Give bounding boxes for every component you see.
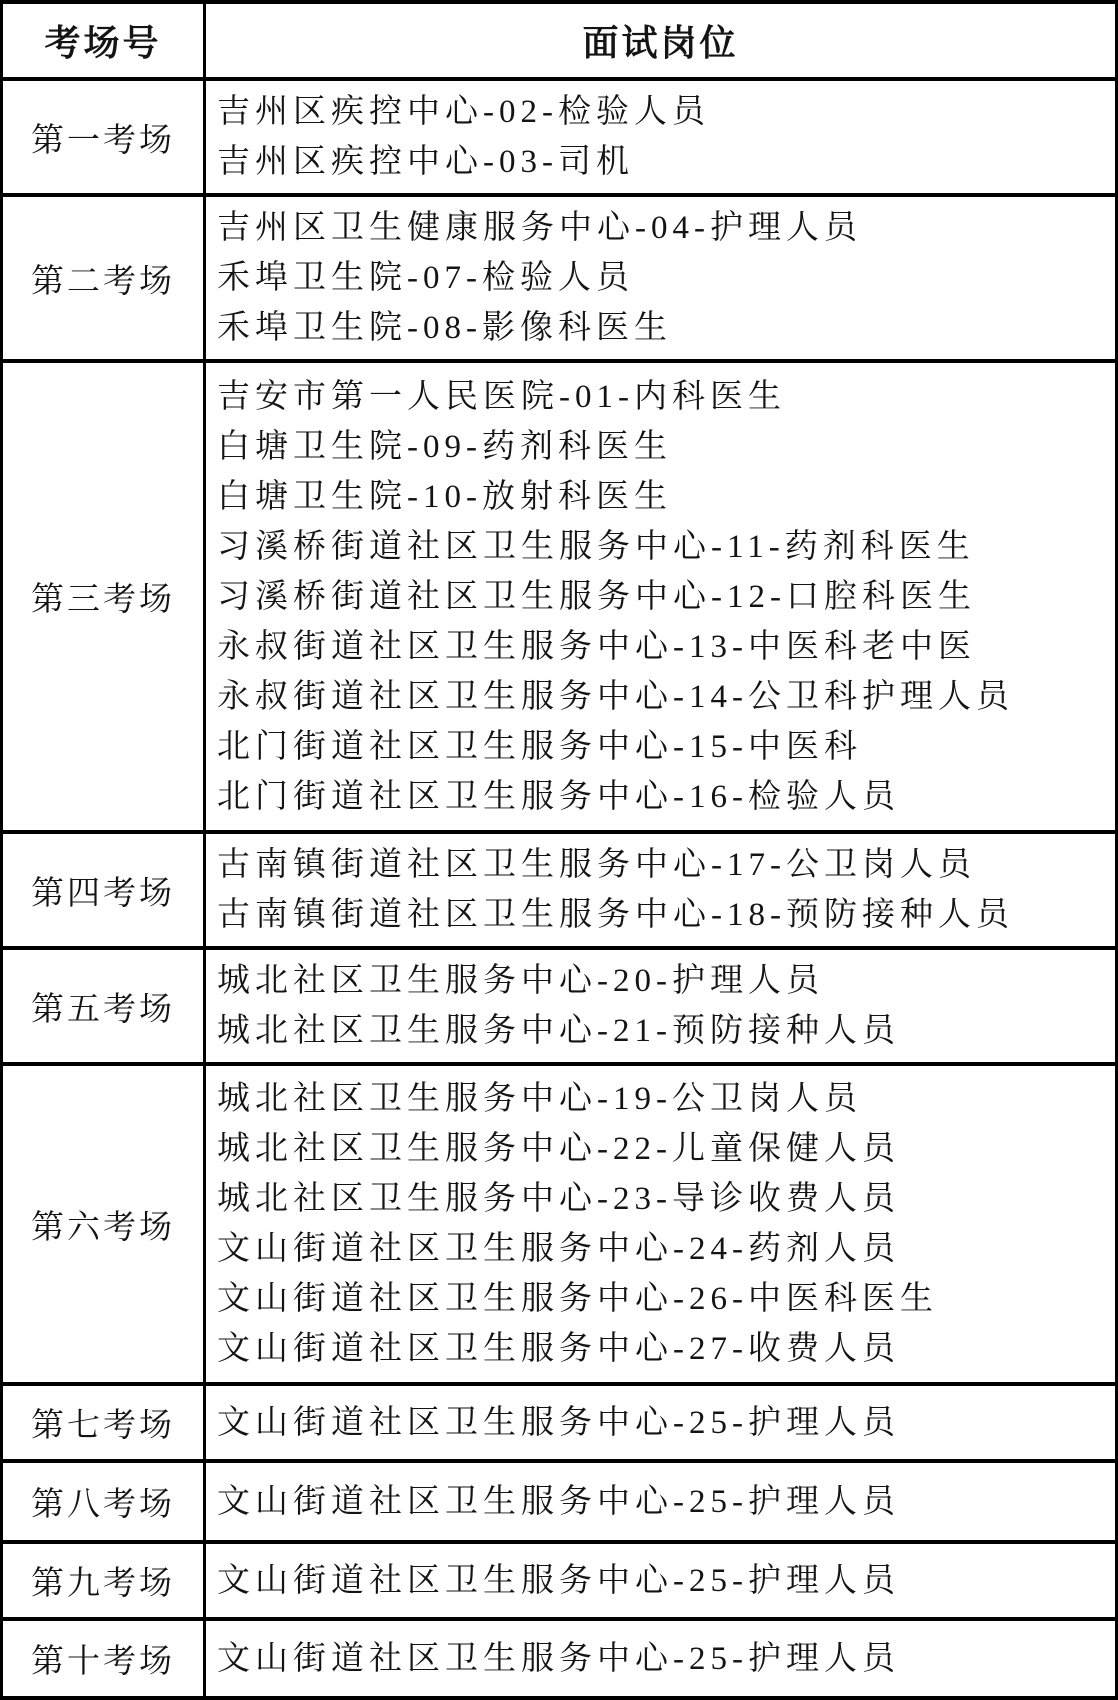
positions-cell <box>205 195 1117 361</box>
exam-room-cell: 第七考场 <box>2 1384 205 1461</box>
exam-room-cell: 第五考场 <box>2 948 205 1064</box>
positions-cell <box>205 1461 1117 1542</box>
position-line: 城北社区卫生服务中心-20-护理人员 <box>217 963 824 999</box>
position-line: 城北社区卫生服务中心-22-儿童保健人员 <box>217 1131 900 1167</box>
table-row <box>2 1064 1117 1384</box>
position-line: 文山街道社区卫生服务中心-25-护理人员 <box>217 1562 900 1599</box>
position-line: 白塘卫生院-10-放射科医生 <box>217 478 672 515</box>
header-row <box>2 2 1117 79</box>
exam-room-cell: 第四考场 <box>2 832 205 948</box>
table-row <box>2 1619 1117 1698</box>
exam-room-cell: 第一考场 <box>2 79 205 195</box>
table-row <box>2 832 1117 948</box>
position-line: 吉安市第一人民医院-01-内科医生 <box>217 378 786 415</box>
position-line: 北门街道社区卫生服务中心-15-中医科 <box>217 728 862 765</box>
positions-cell <box>205 1064 1117 1384</box>
position-line: 文山街道社区卫生服务中心-24-药剂人员 <box>217 1231 900 1267</box>
table-row <box>2 361 1117 832</box>
exam-room-cell: 第九考场 <box>2 1542 205 1619</box>
header-exam-room-number: 考场号 <box>2 2 205 79</box>
exam-room-cell: 第八考场 <box>2 1461 205 1542</box>
positions-cell <box>205 1542 1117 1619</box>
positions-cell <box>205 948 1117 1064</box>
position-line: 文山街道社区卫生服务中心-26-中医科医生 <box>217 1281 938 1317</box>
table-row <box>2 1542 1117 1619</box>
exam-room-cell: 第六考场 <box>2 1064 205 1384</box>
position-line: 吉州区疾控中心-03-司机 <box>217 144 634 180</box>
table-row <box>2 195 1117 361</box>
position-line: 习溪桥街道社区卫生服务中心-12-口腔科医生 <box>217 578 976 615</box>
table-body <box>2 79 1117 1698</box>
position-line: 文山街道社区卫生服务中心-25-护理人员 <box>217 1404 900 1441</box>
position-line: 城北社区卫生服务中心-21-预防接种人员 <box>217 1013 900 1049</box>
position-line: 文山街道社区卫生服务中心-27-收费人员 <box>217 1331 900 1367</box>
position-line: 文山街道社区卫生服务中心-25-护理人员 <box>217 1640 900 1677</box>
exam-room-cell: 第十考场 <box>2 1619 205 1698</box>
positions-cell <box>205 361 1117 832</box>
positions-cell <box>205 832 1117 948</box>
position-line: 永叔街道社区卫生服务中心-13-中医科老中医 <box>217 628 976 665</box>
position-line: 禾埠卫生院-07-检验人员 <box>217 260 634 296</box>
exam-room-cell: 第三考场 <box>2 361 205 832</box>
header-interview-position: 面试岗位 <box>205 2 1117 79</box>
positions-cell <box>205 79 1117 195</box>
table-row <box>2 1384 1117 1461</box>
table-row <box>2 1461 1117 1542</box>
position-line: 古南镇街道社区卫生服务中心-17-公卫岗人员 <box>217 847 976 883</box>
position-line: 吉州区疾控中心-02-检验人员 <box>217 94 710 130</box>
position-line: 城北社区卫生服务中心-19-公卫岗人员 <box>217 1081 862 1117</box>
position-line: 吉州区卫生健康服务中心-04-护理人员 <box>217 210 862 246</box>
position-line: 永叔街道社区卫生服务中心-14-公卫科护理人员 <box>217 678 1014 715</box>
table-header <box>2 2 1117 79</box>
position-line: 禾埠卫生院-08-影像科医生 <box>217 310 672 346</box>
position-line: 习溪桥街道社区卫生服务中心-11-药剂科医生 <box>217 528 975 565</box>
table-row <box>2 79 1117 195</box>
position-line: 北门街道社区卫生服务中心-16-检验人员 <box>217 778 900 815</box>
table-row <box>2 948 1117 1064</box>
exam-room-cell: 第二考场 <box>2 195 205 361</box>
position-line: 古南镇街道社区卫生服务中心-18-预防接种人员 <box>217 897 1014 933</box>
positions-cell <box>205 1384 1117 1461</box>
position-line: 白塘卫生院-09-药剂科医生 <box>217 428 672 465</box>
position-line: 城北社区卫生服务中心-23-导诊收费人员 <box>217 1181 900 1217</box>
positions-cell <box>205 1619 1117 1698</box>
position-line: 文山街道社区卫生服务中心-25-护理人员 <box>217 1483 900 1520</box>
